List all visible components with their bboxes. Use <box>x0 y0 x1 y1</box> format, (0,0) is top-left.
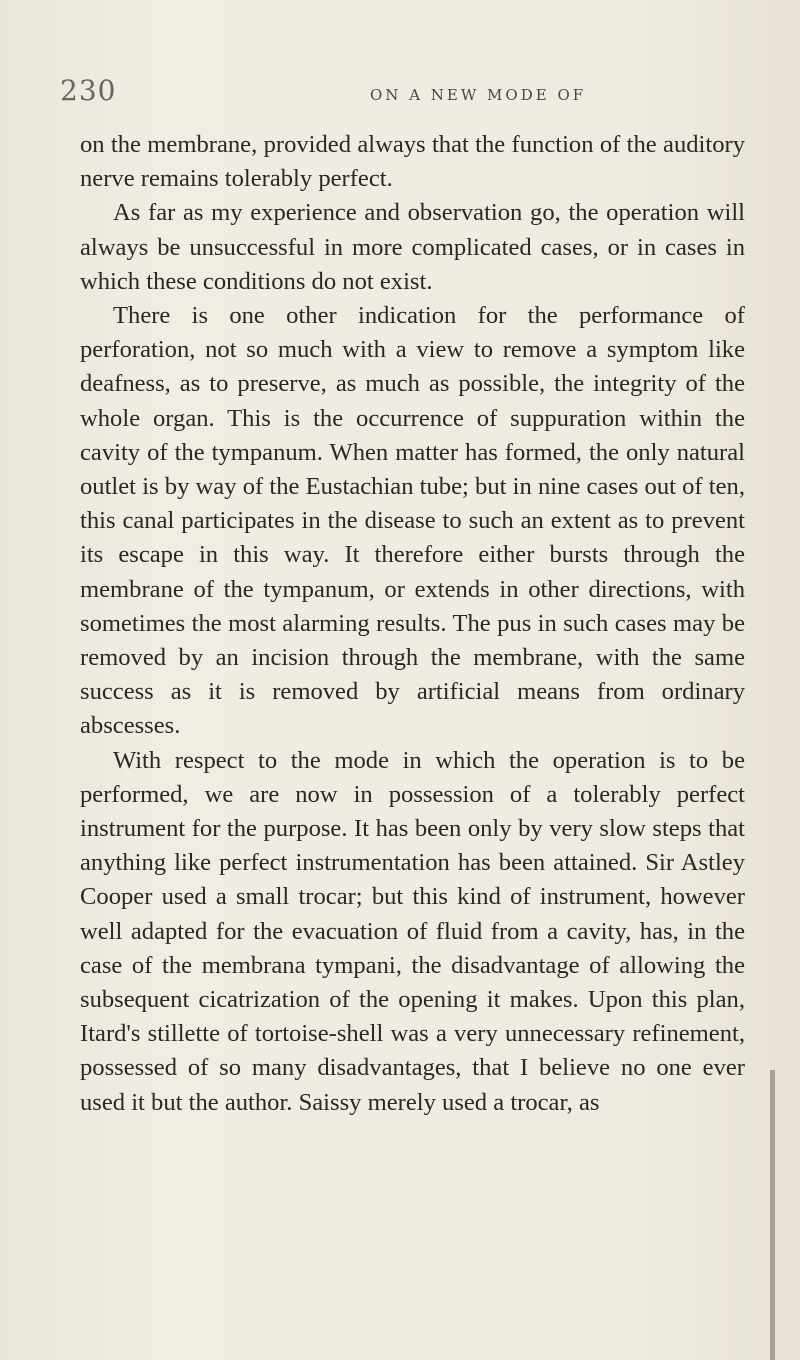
paragraph: With respect to the mode in which the operation is to be performed, we are now in possession of a tolerably perfect instrument for the purpose. It has been only by very slow steps that anything like perfect instrumentation has been attained. Sir Astley Cooper used a small trocar; but this kind of instrument, however well adapted for the evacuation of fluid from a cavity, has, in the case of the membrana tympani, the disadvantage of allowing the subsequent cicatrization of the opening it makes. Upon this plan, Itard's stillette of tortoise-shell was a very unnecessary refinement, possessed of so many disadvantages, that I believe no one ever used it but the author. Saissy merely used a trocar, as <box>80 746 745 1116</box>
running-head: ON A NEW MODE OF <box>370 86 587 104</box>
page-edge-shadow <box>770 1070 775 1360</box>
paragraph: As far as my experience and observation go, the operation will always be unsuccessful in more complicated cases, or in cases in which these conditions do not exist. <box>80 199 745 295</box>
paragraph-continued: on the membrane, provided always that the function of the auditory nerve remains tolerably perfect. <box>80 131 745 193</box>
body-text <box>80 128 745 1120</box>
page-number: 230 <box>60 74 117 107</box>
paragraph: There is one other indication for the performance of perforation, not so much with a view to remove a symptom like deafness, as to preserve, as much as possible, the integrity of the whole organ. This is the occurrence of suppuration within the cavity of the tympanum. When matter has formed, the only natural outlet is by way of the Eustachian tube; but in nine cases out of ten, this canal participates in the disease to such an extent as to prevent its escape in this way. It therefore either bursts through the membrane of the tympanum, or extends in other directions, with sometimes the most alarming results. The pus in such cases may be removed by an incision through the membrane, with the same success as it is removed by artificial means from ordinary abscesses. <box>80 302 745 740</box>
page-header <box>50 74 750 114</box>
